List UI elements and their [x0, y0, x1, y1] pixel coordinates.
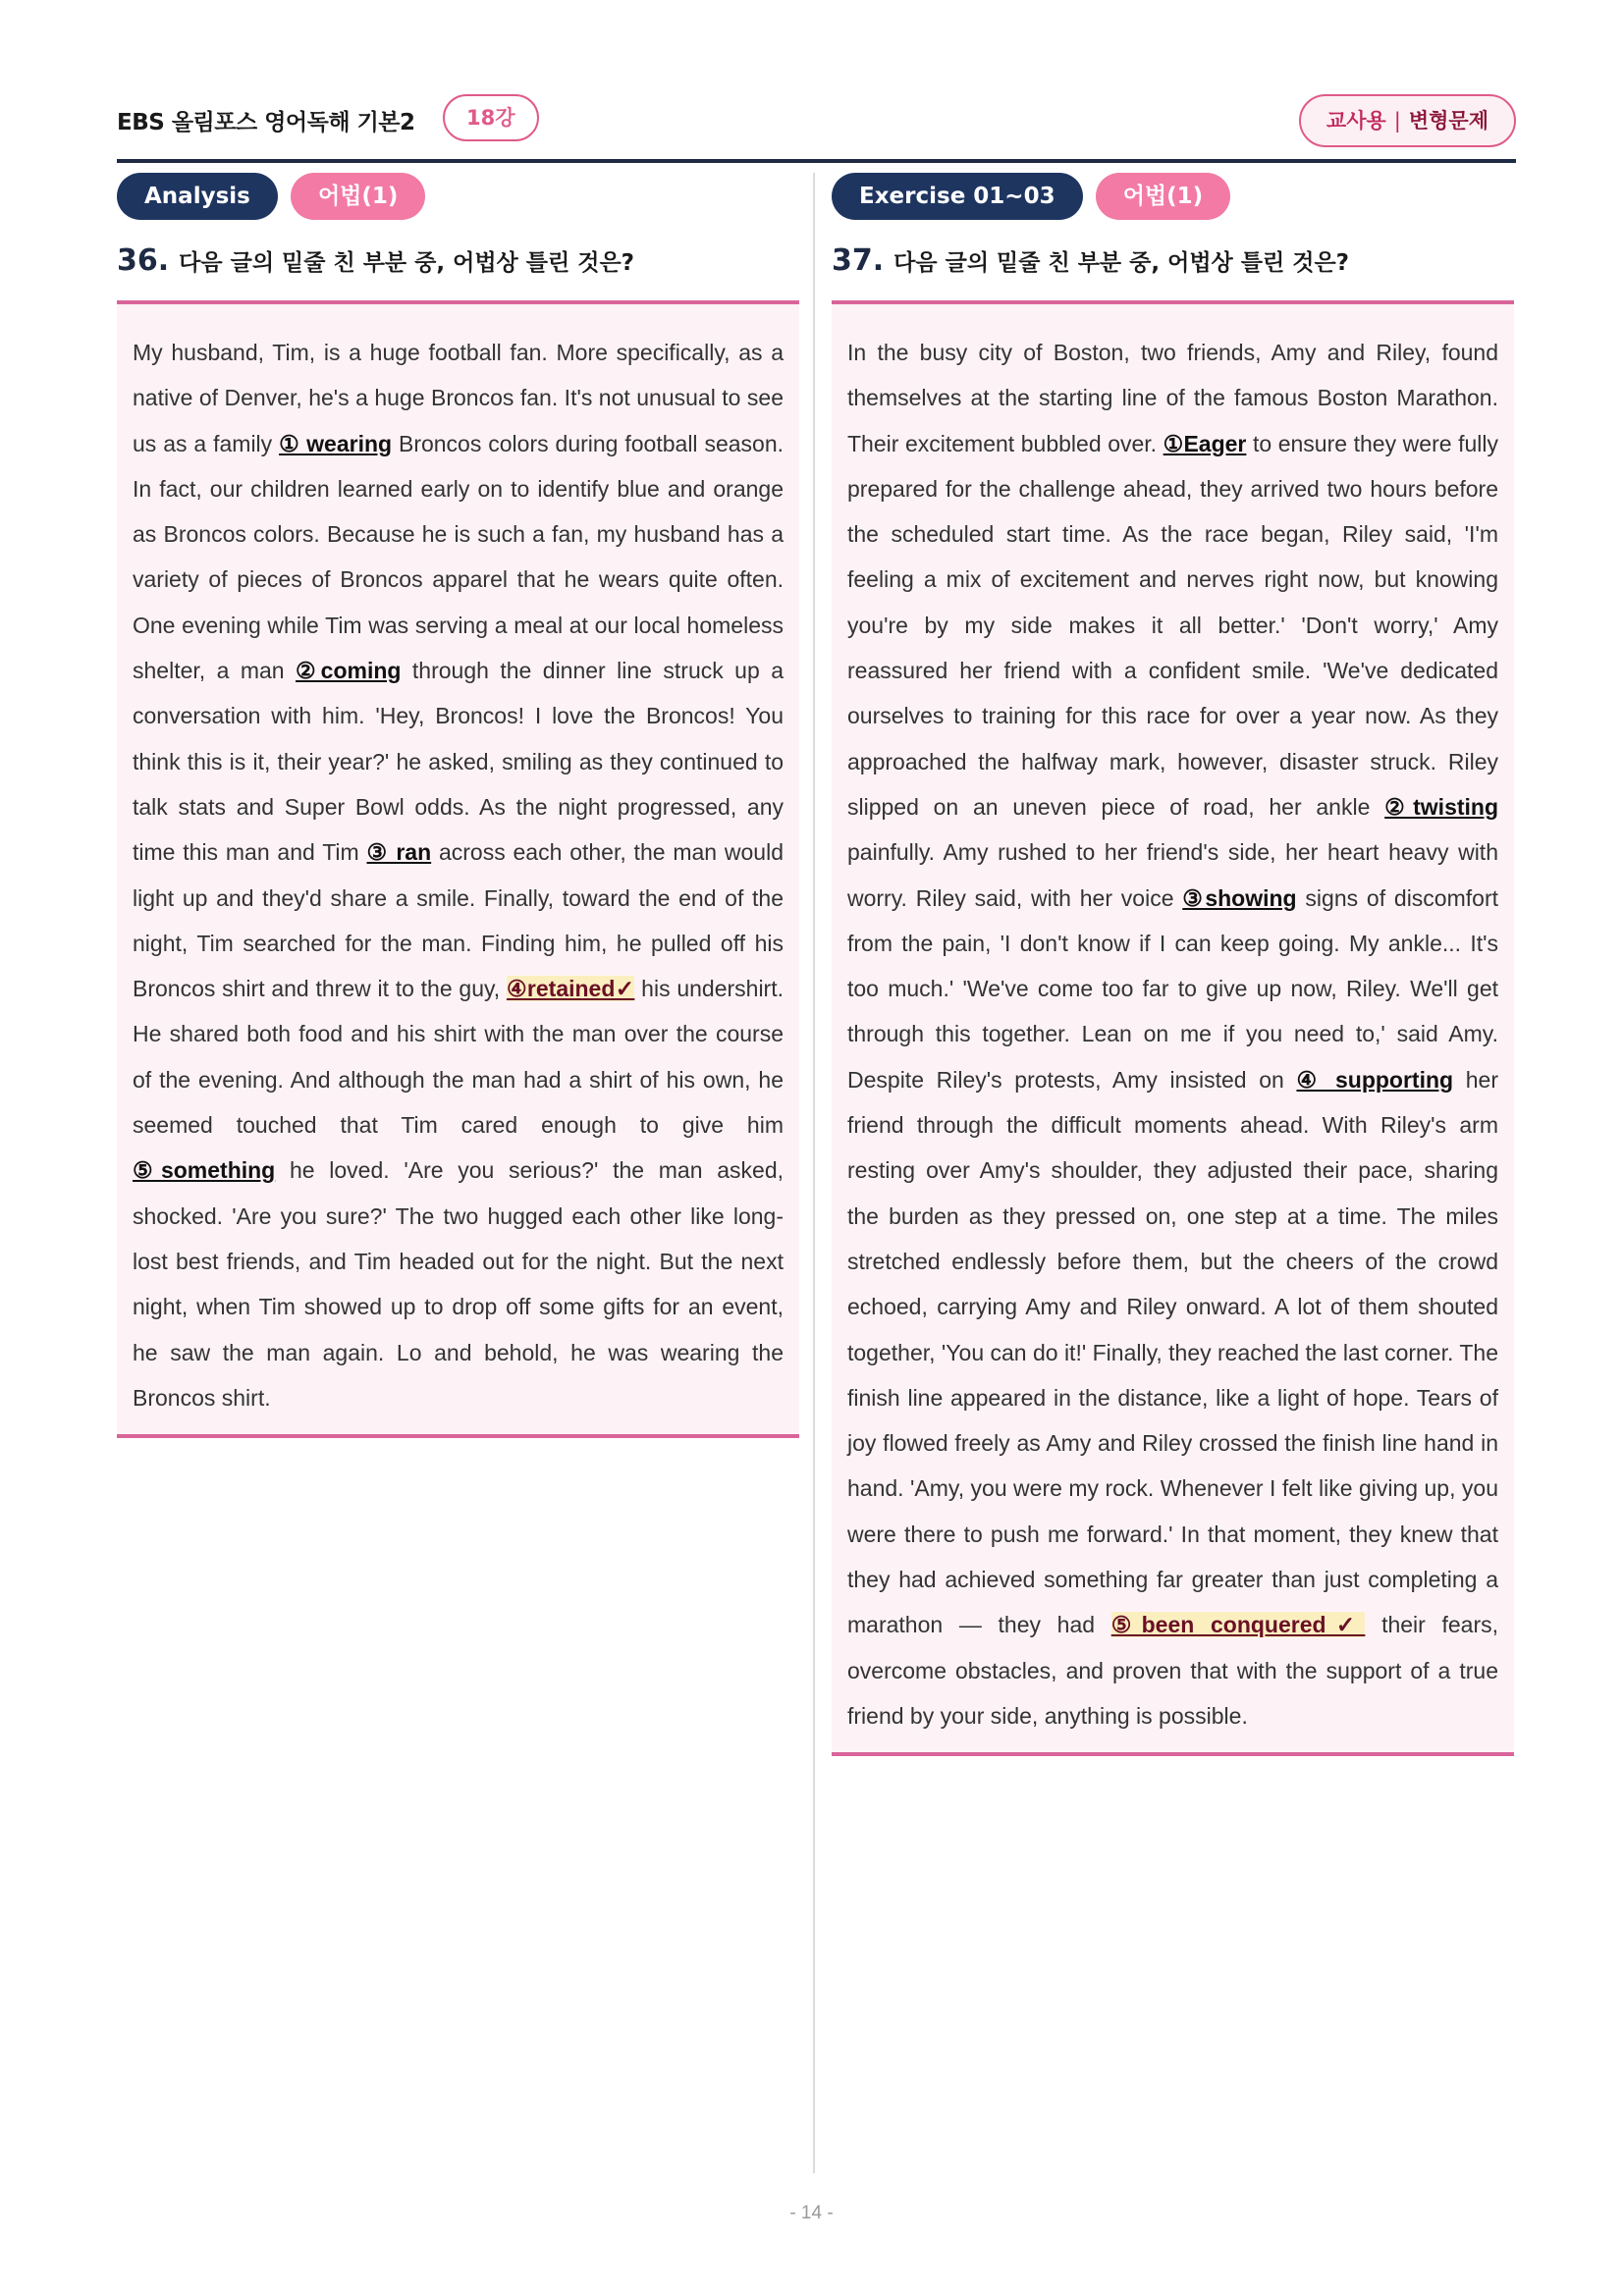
choice-4-answer: ④retained✓	[506, 976, 635, 1002]
teacher-label: 교사용	[1325, 109, 1386, 133]
teacher-badge	[1299, 94, 1516, 147]
exercise-tag: Exercise 01~03	[832, 173, 1083, 220]
choice-3: ③showing	[1182, 884, 1297, 911]
grammar-tag: 어법(1)	[291, 173, 425, 220]
passage-36	[117, 300, 799, 1438]
page-number: - 14 -	[789, 2203, 834, 2223]
question-36-title	[117, 243, 799, 285]
grammar-tag: 어법(1)	[1096, 173, 1230, 220]
passage-text: My husband, Tim, is a huge football fan. More specifically, as a native of Denver, he's a huge Broncos fan. It's not unusual to see us as a family ① wearing Broncos colors during football season. In fact, our children learned early on to identify blue and orange as Broncos colors. Because he is such a fan, my husband has a variety of pieces of Broncos apparel that he wears quite often. One evening while Tim was serving a meal at our local homeless shelter, a man ②coming through the dinner line struck up a conversation with him. 'Hey, Broncos! I love the Broncos! You think this is it, their year?' he asked, smiling as they continued to talk stats and Super Bowl odds. As the night progressed, any time this man and Tim ③ ran across each other, the man would light up and they'd share a smile. Finally, toward the end of the night, Tim searched for the man. Finding him, he pulled off his Broncos shirt and threw it to the guy, ④retained✓ his undershirt. He shared both food and his shirt with the man over the course of the evening. And although the man had a shirt of his own, he seemed touched that Tim cared enough to give him ⑤something he loved. 'Are you serious?' the man asked, shocked. 'Are you sure?' The two hugged each other like long-lost best friends, and Tim headed out for the night. But the next night, when Tim showed up to drop off some gifts for an event, he saw the man again. Lo and behold, he was wearing the Broncos shirt.	[133, 340, 784, 1411]
column-divider	[813, 173, 815, 2173]
analysis-tag: Analysis	[117, 173, 278, 220]
book-title: EBS 올림포스 영어독해 기본2	[117, 110, 415, 135]
page-header	[117, 94, 1516, 163]
right-column	[832, 173, 1514, 1756]
choice-2: ②twisting	[1384, 793, 1499, 820]
right-tags	[832, 173, 1514, 222]
question-number: 37.	[832, 243, 885, 278]
lesson-badge: 18강	[443, 94, 539, 141]
question-text: 다음 글의 밑줄 친 부분 중, 어법상 틀린 것은?	[179, 250, 634, 276]
choice-5-answer: ⑤been conquered✓	[1110, 1612, 1366, 1638]
left-tags	[117, 173, 799, 222]
choice-4: ④ supporting	[1296, 1066, 1454, 1093]
choice-5: ⑤something	[133, 1157, 276, 1184]
passage-37	[832, 300, 1514, 1756]
question-37-title	[832, 243, 1514, 285]
question-number: 36.	[117, 243, 170, 278]
choice-1: ①Eager	[1163, 430, 1247, 456]
choice-1: ① wearing	[279, 430, 393, 456]
passage-text: In the busy city of Boston, two friends, Amy and Riley, found themselves at the starting line of the famous Boston Marathon. Their excitement bubbled over. ①Eager to ensure they were fully prepared for the challenge ahead, they arrived two hours before the scheduled start time. As the race began, Riley said, 'I'm feeling a mix of excitement and nerves right now, but knowing you're by my side makes it all better.' 'Don't worry,' Amy reassured her friend with a confident smile. 'We've dedicated ourselves to training for this race for over a year now. As they approached the halfway mark, however, disaster struck. Riley slipped on an uneven piece of road, her ankle ②twisting painfully. Amy rushed to her friend's side, her heart heavy with worry. Riley said, with her voice ③showing signs of discomfort from the pain, 'I don't know if I can keep going. My ankle... It's too much.' 'We've come too far to give up now, Riley. We'll get through this together. Lean on me if you need to,' said Amy. Despite Riley's protests, Amy insisted on ④ supporting her friend through the difficult moments ahead. With Riley's arm resting over Amy's shoulder, they adjusted their pace, sharing the burden as they pressed on, one step at a time. The miles stretched endlessly before them, but the cheers of the crowd echoed, carrying Amy and Riley onward. A lot of them shouted together, 'You can do it!' Finally, they reached the last corner. The finish line appeared in the distance, like a light of hope. Tears of joy flowed freely as Amy and Riley crossed the finish line hand in hand. 'Amy, you were my rock. Whenever I felt like giving up, you were there to push me forward.' In that moment, they knew that they had achieved something far greater than just completing a marathon — they had ⑤been conquered✓ their fears, overcome obstacles, and proven that with the support of a true friend by your side, anything is possible.	[847, 340, 1499, 1729]
type-label: 변형문제	[1408, 109, 1488, 133]
badge-divider: |	[1393, 109, 1401, 133]
choice-3: ③ ran	[366, 839, 432, 866]
choice-2: ②coming	[296, 658, 402, 684]
left-column	[117, 173, 799, 1438]
question-text: 다음 글의 밑줄 친 부분 중, 어법상 틀린 것은?	[893, 250, 1349, 276]
